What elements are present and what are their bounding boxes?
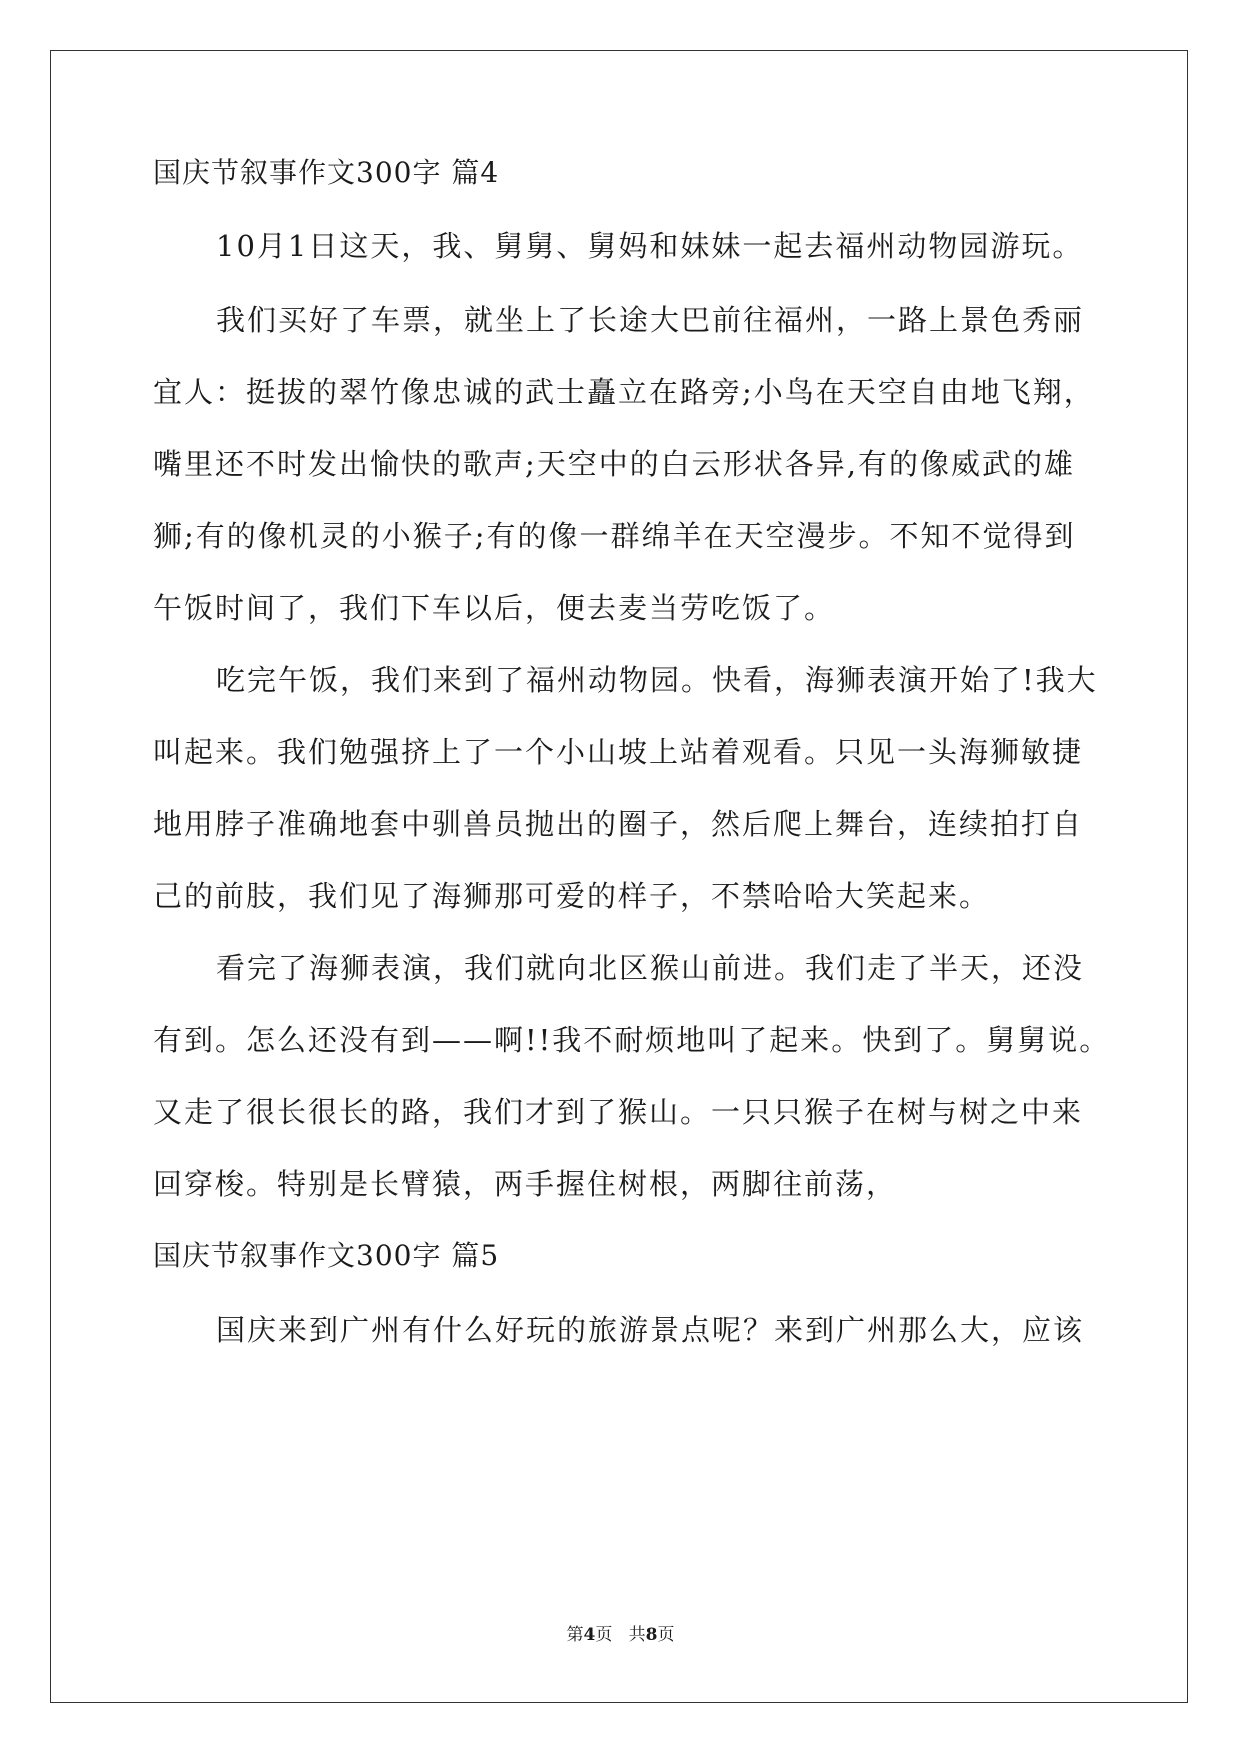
paragraph-line: 国庆来到广州有什么好玩的旅游景点呢？来到广州那么大，应该 [216, 1313, 1085, 1347]
paragraph-line: 叫起来。我们勉强挤上了一个小山坡上站着观看。只见一头海狮敏捷 [153, 735, 1084, 769]
paragraph-line: 嘴里还不时发出愉快的歌声;天空中的白云形状各异,有的像威武的雄 [153, 447, 1075, 481]
paragraph-line: 我们买好了车票，就坐上了长途大巴前往福州，一路上景色秀丽 [216, 303, 1085, 337]
paragraph-line: 有到。怎么还没有到——啊!!我不耐烦地叫了起来。快到了。舅舅说。 [153, 1023, 1111, 1057]
section-heading-5: 国庆节叙事作文300字 篇5 [153, 1239, 500, 1272]
footer-total-prefix: 共 [628, 1625, 646, 1645]
paragraph-line: 午饭时间了，我们下车以后，便去麦当劳吃饭了。 [153, 591, 836, 625]
paragraph-line: 己的前肢，我们见了海狮那可爱的样子，不禁哈哈大笑起来。 [153, 879, 991, 913]
paragraph-line: 狮;有的像机灵的小猴子;有的像一群绵羊在天空漫步。不知不觉得到 [153, 519, 1076, 553]
footer-page-number: 4 [583, 1625, 596, 1645]
section-heading-4: 国庆节叙事作文300字 篇4 [153, 156, 500, 189]
footer-total-suffix: 页 [657, 1625, 675, 1645]
paragraph-line: 地用脖子准确地套中驯兽员抛出的圈子，然后爬上舞台，连续拍打自 [153, 807, 1084, 841]
paragraph-line: 10月1日这天，我、舅舅、舅妈和妹妹一起去福州动物园游玩。 [216, 229, 1084, 263]
footer-page-suffix: 页 [595, 1625, 613, 1645]
page-footer [0, 1623, 1241, 1647]
paragraph-line: 看完了海狮表演，我们就向北区猴山前进。我们走了半天，还没 [216, 951, 1085, 985]
paragraph-line: 回穿梭。特别是长臂猿，两手握住树根，两脚往前荡， [153, 1167, 898, 1201]
paragraph-line: 又走了很长很长的路，我们才到了猴山。一只只猴子在树与树之中来 [153, 1095, 1084, 1129]
paragraph-line: 吃完午饭，我们来到了福州动物园。快看，海狮表演开始了!我大 [216, 663, 1098, 697]
footer-total-pages: 8 [645, 1625, 658, 1645]
footer-page-prefix: 第 [566, 1625, 584, 1645]
paragraph-line: 宜人：挺拔的翠竹像忠诚的武士矗立在路旁;小鸟在天空自由地飞翔， [153, 375, 1095, 409]
